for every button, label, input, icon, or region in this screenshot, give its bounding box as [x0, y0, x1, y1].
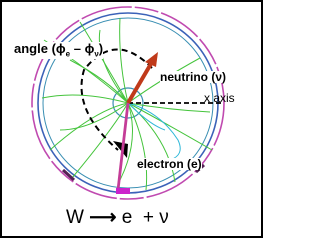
neutrino-label: neutrino (ν) [160, 70, 226, 84]
phi-symbol-e: ϕ [55, 41, 66, 56]
x-axis-label: x axis [204, 91, 235, 105]
angle-label [14, 42, 103, 59]
equation-lhs: W [66, 207, 84, 228]
equation-rhs: e + ν [121, 207, 169, 228]
angle-prefix: angle ( [14, 41, 56, 56]
neutrino-arrow [128, 62, 152, 103]
calorimeter-hit [116, 188, 130, 194]
angle-subscript-e: e [65, 49, 71, 59]
arc-arrowhead [113, 141, 128, 158]
angle-subscript-nu: ν [94, 49, 99, 59]
equation-arrow: ⟶ [89, 207, 117, 228]
neutrino-arrowhead [145, 52, 158, 67]
electron-label: electron (e) [137, 157, 202, 171]
angle-minus: – [70, 41, 85, 56]
angle-suffix: ) [98, 41, 104, 56]
decay-equation [66, 208, 169, 227]
phi-symbol-nu: ϕ [84, 41, 95, 56]
